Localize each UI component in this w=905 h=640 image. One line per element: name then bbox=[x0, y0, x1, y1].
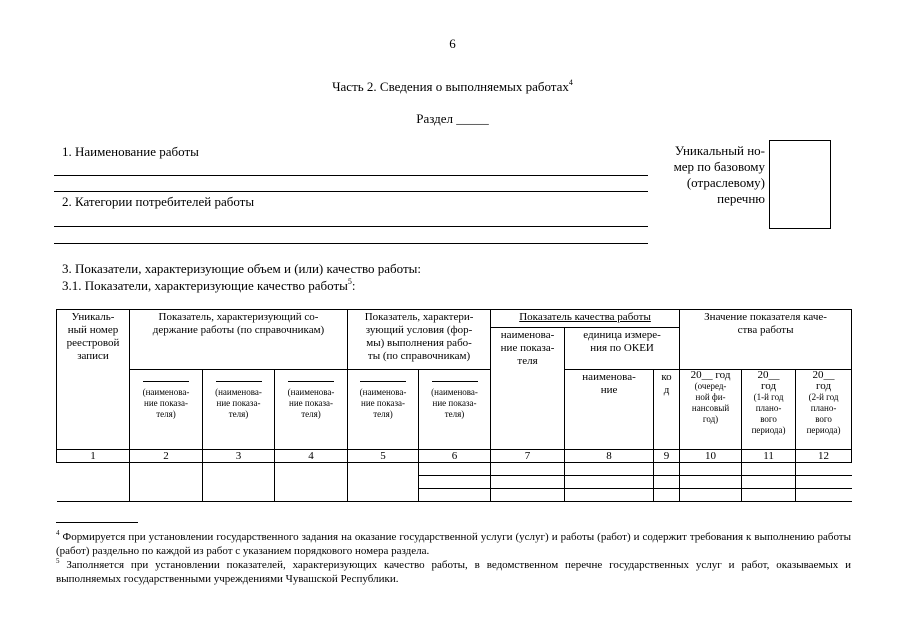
header-text: зующий условия (фор- bbox=[365, 324, 473, 336]
header-content-indicator bbox=[130, 310, 348, 370]
footnote-number: 4 bbox=[56, 529, 60, 537]
subheader-text: периода) bbox=[751, 425, 786, 435]
header-text: реестровой bbox=[66, 337, 120, 349]
subheader-text: 20__ bbox=[757, 369, 780, 381]
header-indicator-value bbox=[680, 310, 852, 370]
consumers-line-1[interactable] bbox=[54, 226, 648, 227]
data-cell[interactable] bbox=[654, 476, 680, 489]
header-text: ния по ОКЕИ bbox=[590, 342, 654, 354]
blank-line bbox=[288, 381, 334, 382]
blank-line bbox=[216, 381, 262, 382]
data-cell[interactable] bbox=[680, 489, 742, 502]
subheader-text: ной фи- bbox=[695, 392, 726, 402]
subheader-text: ние показа- bbox=[144, 398, 188, 408]
column-number: 3 bbox=[203, 450, 275, 463]
subheader-text: ние показа- bbox=[216, 398, 261, 408]
header-text: записи bbox=[77, 350, 109, 362]
subheader-content-2 bbox=[203, 370, 275, 450]
header-text: держание работы (по справочникам) bbox=[152, 324, 325, 336]
data-cell[interactable] bbox=[130, 463, 203, 502]
header-text: мы) выполнения рабо- bbox=[366, 337, 472, 349]
header-text: Значение показателя каче- bbox=[704, 311, 827, 323]
column-number: 12 bbox=[796, 450, 852, 463]
work-name-label: 1. Наименование работы bbox=[62, 144, 199, 159]
subheader-text: вого bbox=[760, 414, 777, 424]
subheader-text: (наименова- bbox=[215, 387, 262, 397]
column-number: 5 bbox=[348, 450, 419, 463]
data-cell[interactable] bbox=[275, 463, 348, 502]
subheader-text: ко bbox=[661, 371, 672, 383]
subheader-text: плано- bbox=[755, 403, 782, 413]
subheader-text: теля) bbox=[228, 409, 249, 419]
data-cell[interactable] bbox=[742, 489, 796, 502]
header-text: ный номер bbox=[67, 324, 119, 336]
footnote-text: Формируется при установлении государственного задания на оказание государственной услуги (услуг) и работы (работ) и содержит требования к выполнению работы (работ) раздельно по каждой из работ с указанием порядкового номера раздела. bbox=[56, 531, 852, 557]
data-cell[interactable] bbox=[654, 463, 680, 476]
data-cell[interactable] bbox=[654, 489, 680, 502]
blank-line bbox=[432, 381, 478, 382]
data-cell[interactable] bbox=[680, 463, 742, 476]
footnote-separator bbox=[56, 522, 138, 523]
column-number: 11 bbox=[742, 450, 796, 463]
data-cell[interactable] bbox=[742, 476, 796, 489]
subheader-text: (наименова- bbox=[431, 387, 478, 397]
unique-number-box[interactable] bbox=[769, 140, 831, 229]
indicators-label: 3. Показатели, характеризующие объем и (или) качество работы: bbox=[62, 261, 421, 276]
section-label: Раздел _____ bbox=[416, 111, 489, 126]
subheader-unit-code bbox=[654, 370, 680, 450]
column-number: 1 bbox=[57, 450, 130, 463]
subheader-conditions-2 bbox=[419, 370, 491, 450]
subheader-text: (1-й год bbox=[753, 392, 784, 402]
subheader-text: вого bbox=[815, 414, 832, 424]
subheader-text: ние bbox=[600, 384, 618, 396]
subheader-year-plan-1 bbox=[742, 370, 796, 450]
part-title bbox=[0, 78, 905, 95]
header-text: Показатель, характеризующий со- bbox=[158, 311, 319, 323]
consumers-line-2[interactable] bbox=[54, 243, 648, 244]
data-cell[interactable] bbox=[742, 463, 796, 476]
column-number: 6 bbox=[419, 450, 491, 463]
subheader-text: ние показа- bbox=[289, 398, 333, 408]
unique-number-line: мер по базовому bbox=[673, 159, 765, 174]
header-text: наименова- bbox=[500, 329, 555, 341]
header-quality-name bbox=[491, 328, 565, 450]
data-cell[interactable] bbox=[796, 463, 852, 476]
header-okei-unit bbox=[565, 328, 680, 370]
column-number: 2 bbox=[130, 450, 203, 463]
subheader-text: теля) bbox=[301, 409, 321, 419]
subheader-text: 20__ bbox=[812, 369, 835, 381]
subheader-year-current bbox=[680, 370, 742, 450]
data-cell[interactable] bbox=[796, 476, 852, 489]
subheader-conditions-1 bbox=[348, 370, 419, 450]
data-cell[interactable] bbox=[491, 463, 565, 476]
column-number: 7 bbox=[491, 450, 565, 463]
page-number: 6 bbox=[449, 36, 456, 51]
data-cell[interactable] bbox=[203, 463, 275, 502]
work-name-line-2[interactable] bbox=[54, 191, 648, 192]
quality-table bbox=[56, 309, 851, 502]
header-quality-indicator: Показатель качества работы bbox=[491, 310, 680, 328]
footnote-number: 5 bbox=[56, 557, 60, 565]
unique-number-line: (отраслевому) bbox=[686, 175, 765, 190]
subheader-text: (очеред- bbox=[694, 381, 727, 391]
column-number: 10 bbox=[680, 450, 742, 463]
data-cell[interactable] bbox=[419, 476, 491, 489]
unique-number-line: перечню bbox=[717, 191, 765, 206]
data-cell[interactable] bbox=[565, 489, 654, 502]
subheader-text: теля) bbox=[373, 409, 393, 419]
data-cell[interactable] bbox=[419, 463, 491, 476]
header-text: Уникаль- bbox=[71, 311, 115, 323]
blank-line bbox=[360, 381, 406, 382]
column-number: 8 bbox=[565, 450, 654, 463]
subheader-text: ние показа- bbox=[361, 398, 406, 408]
data-cell[interactable] bbox=[491, 489, 565, 502]
header-text: теля bbox=[517, 355, 538, 367]
blank-line bbox=[143, 381, 189, 382]
subheader-text: теля) bbox=[156, 409, 176, 419]
subheader-text: год bbox=[816, 380, 832, 392]
column-number: 4 bbox=[275, 450, 348, 463]
unique-number-line: Уникальный но- bbox=[674, 143, 765, 158]
data-cell[interactable] bbox=[565, 463, 654, 476]
data-cell[interactable] bbox=[680, 476, 742, 489]
header-text: ты (по справочникам) bbox=[367, 350, 471, 362]
subheader-text: (2-й год bbox=[808, 392, 839, 402]
subheader-text: 20__ год bbox=[690, 369, 731, 381]
work-name-line-1[interactable] bbox=[54, 175, 648, 176]
subheader-year-plan-2 bbox=[796, 370, 852, 450]
data-cell[interactable] bbox=[348, 463, 419, 502]
subheader-text: теля) bbox=[444, 409, 465, 419]
data-cell[interactable] bbox=[491, 476, 565, 489]
subheader-text: ние показа- bbox=[432, 398, 477, 408]
subheader-text: плано- bbox=[810, 403, 837, 413]
subheader-text: (наименова- bbox=[359, 387, 407, 397]
column-number: 9 bbox=[654, 450, 680, 463]
header-text: ства работы bbox=[737, 324, 794, 336]
subheader-content-3 bbox=[275, 370, 348, 450]
part-title-text: Часть 2. Сведения о выполняемых работах bbox=[332, 79, 569, 94]
subheader-text: (наименова- bbox=[287, 387, 335, 397]
subheader-text: год bbox=[761, 380, 777, 392]
data-cell[interactable] bbox=[565, 476, 654, 489]
footnote-5 bbox=[56, 554, 851, 586]
header-text: Показатель, характери- bbox=[364, 311, 474, 323]
data-cell[interactable] bbox=[57, 463, 130, 502]
unique-number-label bbox=[650, 143, 765, 207]
subheader-unit-name bbox=[565, 370, 654, 450]
subheader-text: д bbox=[663, 384, 670, 396]
data-cell[interactable] bbox=[419, 489, 491, 502]
header-text: ние показа- bbox=[500, 342, 555, 354]
consumers-label: 2. Категории потребителей работы bbox=[62, 194, 255, 209]
quality-indicators-text: 3.1. Показатели, характеризующие качество работы bbox=[62, 278, 348, 293]
footnote-text: Заполняется при установлении показателей, характеризующих качество работы, в ведомственном перечне государственных услуг и работ, оказываемых и выполняемых государственными учреждениями Чувашской Республики. bbox=[56, 559, 851, 585]
subheader-text: (наименова- bbox=[142, 387, 190, 397]
quality-indicators-label: 3.1. Показатели, характеризующие качество работы$^5$: bbox=[62, 277, 356, 293]
subheader-text: периода) bbox=[806, 425, 841, 435]
subheader-content-1 bbox=[130, 370, 203, 450]
subheader-text: наименова- bbox=[582, 371, 636, 383]
footnote-ref-4[interactable]: 4 bbox=[568, 78, 573, 87]
header-registry-number bbox=[57, 310, 130, 450]
subheader-text: нансовый bbox=[691, 403, 730, 413]
header-conditions-indicator bbox=[348, 310, 491, 370]
header-text: единица измере- bbox=[583, 329, 661, 341]
data-cell[interactable] bbox=[796, 489, 852, 502]
footnote-ref-5[interactable]: 5 bbox=[347, 277, 352, 286]
subheader-text: год) bbox=[702, 414, 719, 424]
